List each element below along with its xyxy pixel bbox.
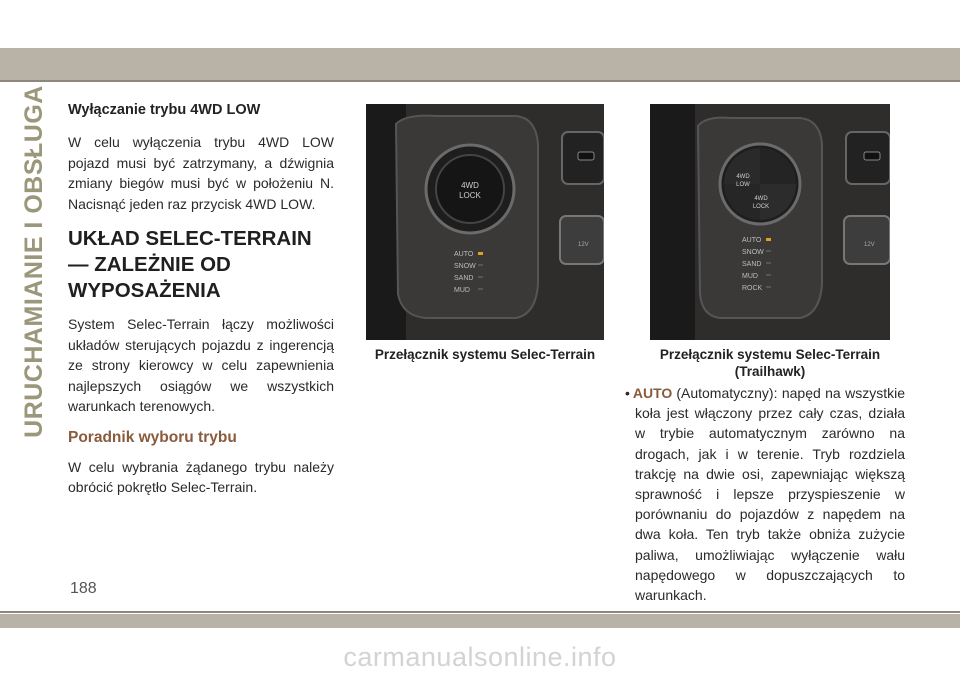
figure2-caption: Przełącznik systemu Selec-Terrain (Trailhawk) — [659, 347, 881, 379]
bullet-term-auto: AUTO — [632, 385, 673, 401]
figure-selec-terrain-photo — [366, 104, 604, 340]
button-lock-label-2: LOCK — [752, 204, 770, 210]
trailhawk-mode-rock: ROCK — [742, 285, 763, 292]
auto-indicator-led — [478, 252, 483, 255]
top-rule — [0, 80, 960, 82]
guide-title: Poradnik wyboru trybu — [68, 428, 237, 446]
figure1-caption: Przełącznik systemu Selec-Terrain — [374, 347, 596, 362]
side-tab-label: URUCHAMIANIE I OBSŁUGA — [19, 84, 48, 438]
knob-label-2: LOCK — [459, 191, 481, 200]
mode-mud: MUD — [454, 287, 470, 294]
trailhawk-mode-snow: SNOW — [742, 249, 764, 256]
paragraph-guide: W celu wybrania żądanego trybu należy obrócić pokrętło Selec-Terrain. — [68, 458, 334, 495]
side-tab — [14, 84, 54, 438]
trailhawk-auto-indicator-led — [766, 238, 771, 241]
mode-sand: SAND — [454, 275, 474, 282]
bullet-description: (Automatyczny): napęd na wszystkie koła jest włączony przez cały czas, działa w trybie automatycznym zarówno na drogach, jak i w terenie. Tryb rozdziela trakcję na dwie osi, zapewniając większą sprawność i lepsze przyspieszenie w porównaniu do pojazdów z napędem na dwa koła. Ten tryb także obniża zużycie paliwa, umożliwiając wyłączenie wału napędowego w dopuszczających to warunkach. — [635, 385, 905, 604]
button-low-label-2: LOW — [736, 182, 750, 188]
button-low-label-1: 4WD — [736, 174, 750, 180]
trailhawk-console-illustration — [650, 104, 890, 340]
power-outlet-panel — [560, 216, 604, 264]
button-lock-label-1: 4WD — [754, 196, 768, 202]
bullet-auto-text — [625, 383, 905, 605]
outlet-label: 12V — [578, 242, 589, 248]
page-number: 188 — [70, 580, 97, 597]
section-title: UKŁAD SELEC-TERRAIN — ZALEŻNIE OD WYPOSAŻENIA — [68, 227, 312, 302]
top-band — [0, 48, 960, 80]
bottom-band — [0, 614, 960, 628]
figure-trailhawk-photo — [650, 104, 890, 340]
left-column — [68, 98, 334, 510]
mode-auto: AUTO — [454, 251, 474, 258]
trailhawk-mode-mud: MUD — [742, 273, 758, 280]
mode-snow: SNOW — [454, 263, 476, 270]
trailhawk-outlet-label: 12V — [864, 242, 875, 248]
selec-terrain-console-illustration — [366, 104, 604, 340]
subheading-4wd-low-off: Wyłączanie trybu 4WD LOW — [68, 102, 261, 118]
watermark: carmanualsonline.info — [343, 642, 617, 672]
bullet-auto — [625, 383, 905, 605]
trailhawk-mode-sand: SAND — [742, 261, 762, 268]
paragraph-selec-terrain: System Selec-Terrain łączy możliwości układów sterujących pojazdu z ingerencją ze strony kierowcy w celu zapewnienia najlepszych osiągów we wszystkich warunkach terenowych. — [68, 316, 334, 414]
trailhawk-mode-auto: AUTO — [742, 237, 762, 244]
knob-label-1: 4WD — [461, 181, 479, 190]
paragraph-4wd-low-off: W celu wyłączenia trybu 4WD LOW pojazd musi być zatrzymany, a dźwignia zmiany biegów musi być w położeniu N. Nacisnąć jeden raz przycisk 4WD LOW. — [68, 134, 334, 212]
bottom-rule — [0, 611, 960, 613]
trailhawk-power-outlet-panel — [844, 216, 890, 264]
bullet-dot: • — [625, 385, 630, 401]
